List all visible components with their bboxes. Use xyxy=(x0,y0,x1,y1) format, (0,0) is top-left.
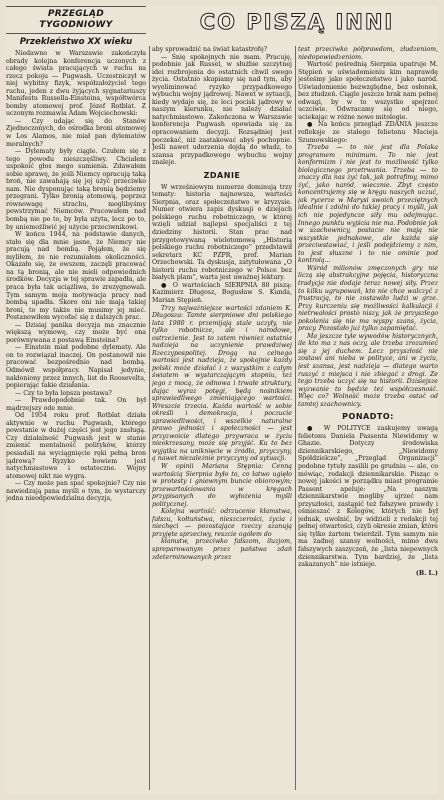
column-2 xyxy=(152,46,292,794)
column-1 xyxy=(6,6,146,794)
paragraph: Niedawno w Warszawie zakończyła obrady kolejna konferencja uczonych z całego świata pracujących w ruchu na rzecz pokoju — Pugwash. Uczestniczył w niej wybitny fizyk, współzałożyciel tego ruchu, jeden z dwu żyjących sygnatariuszy Manifestu Russella-Einsteina, współtwórca bomby atomowej prof. Józef Rotblat. Z uczonym rozmawia Adam Wojciechowski: xyxy=(6,50,146,118)
paragraph: ● Na końcu przegląd ZDANIA jeszcze refleksje ze stałego felietonu Macieja Szumowskiego: xyxy=(298,121,438,144)
paragraph: — Dzisiaj panika decyzja ma znacznie większą wymowę, czy może być ona porównywana z postawą Einsteina? xyxy=(6,321,146,344)
kicker-line-1: PRZEGLĄD xyxy=(47,9,105,19)
paragraph: — Śnię spokojnych nie mam. Pracuję, podobnie jak Russel, w służbie szczytnej idei rozbrojenia do ostatnich chwil swego życia. Ostatnio skupiamy się nad tym, aby wyeliminować ryzyko przypadkowego wybuchu wojny jądrowej. Nawet w sytuacji, kiedy wydaje się, że leci pocisk jądrowy w naszym kierunku, nie należy działać natychmiastowo. Zakończona w Warszawie konferencja Pugwash opowiada się za opracowaniem decyzji. Rozsądniej jest poczekać, niż zaatakować abyś pochopnie. Jeśli nawet uderzenia dojdą do władz, to szansa przypadkowego wybuchu wojny znaleje. xyxy=(152,53,292,167)
paragraph: Od 1954 roku prof. Rotblat działa aktywnie w ruchu Pugwash, którego powstanie w dużej części jest jego zasługą. Czy działalność Pugwash jest w stanie zmienić mentalność polityków, którzy posiadali na wyciągnięcie ręki pełną bron jądrową? Ryzyko bowiem jest natychmiastowe i ostateczne. Wojny atomowej nikt nie wygra. xyxy=(6,412,146,480)
paragraph: W końcu 1944, na podstawie danych, stało się dla mnie jasne, że Niemcy nie pracują nad bombą. Pojąłem, że się myliłem, że nie rozumiałem okoliczności. Okazało się, że owszem, zaczęli pracować na tą bronią, ale nie mieli odpowiednich środków. Decyzja w tej sprawie zapadła, ale praca była tak uciążliwa, że zrezygnowali. Tym samym moja motywacja pracy nad bombą upadła. Skoro oni nie mają takiej broni, to my także nie musimy jej mieć. Postanowiłem wycofać się z dalszych prac. xyxy=(6,231,146,322)
column-rule xyxy=(295,46,296,790)
paragraph: Trzy najważniejsze wartości zdaniem K. Długosza: Tamte sierpniowe dni polskiego lata 1980 r. przemijają stale uczyły, nie tylko robotnicze, ale i narodowe, ostrzeżenie. Jest to zatem również ostatnia nadzieja na uczynienie prawdziwej Rzeczypospolitej. Drogą na celnego wartości jest nadzieja, że spokojnie każdy polski może działać i z wszystkim z całym światem w wystarczającym stopniu, też jego z mocą, że odnowa i trwałe struktury, dając wyraz potęgi, będą nośnikiem sprawiedliwego zmieniającego wartości. Wreszcie trzecia. Każda wartość w sobie określi i demokracja, i poczucie sprawiedliwości, i wszelkie naturalne prawo jedności i społeczności — jest przyzwoicie dlatego przywraca w życiu nieokrzesany, może się przyjść. Ku to bez wyjątku na uniknięcie w źródła, przyczyny, ą nawet niezależnie przyczyny od sytuacji. xyxy=(152,304,292,463)
paragraph: ● W POLITYCE zaskujemy uwagą felietonu Daniela Passenta Niewidomy w Ghazie. Dotyczy środowiska dziennikarskiego, „Niewidomy Spółdzielcze”, „Przegląd Organizacji” podobne tytuły zasilili po grudniu — ale, co mówiąc, redakcji dziennikarskie. Pisząc o nowej jakości w porządku miast programie Passent apeluje: „Na naszym dziennikarstwie mogliby ujrzeć nam przyszłości, zastąpić też fałszywe prawdy i ośmieszać z Kolegów, których nie był jednak, uwolnić, by widzieli z redakcji tej pełnej otwartości, czyli okresie zmian, które się tylko żartem twierdził. Tym samym nie ma żadnej szansy wolności, mimo dwu fałszywych zaszyczeń, że „lista niepewnych dziennikarstwa. Tym bardziej, że „lista zakazanych” nie istnieje. xyxy=(298,425,438,569)
kicker-line-2: TYGODNIOWY xyxy=(39,20,113,30)
paragraph: kłamstw, przeciwko fałszom, iluzjom, spreparowanym przez państwa zdań zdeterminowanych przez xyxy=(152,538,292,561)
column-rule xyxy=(149,46,150,790)
newspaper-page xyxy=(6,6,438,794)
section-heading-zdanie: ZDANIE xyxy=(203,170,241,180)
paragraph: Wśród milionów zmęczonych gry nie liczą się abstrakcyjne pojęcia, historyczna tradycja nie dodaje teraz nowej siły. Przez to kilku ugrupowań, kto nie chce walczyć z frustracją, to nie zostawiło ludzi w grze. Przy kurczeniu się możliwości kalkulacji i nietrwałości prosto niszy, jak że przyszłego pokolenia się nie ma wyspy szans, życia, pracy. Pozostało już tylko zapamiętać. xyxy=(298,264,438,333)
paragraph: Kolejna wartość: odrzucenie kłamstwa, fałszu, kołtuństwa, nieszczerości, życia i niechęci — pozostające rzeczy szanują przyjęte sprzeciwy, reszcie ogółem do xyxy=(152,508,292,538)
paragraph: — Einstein miał podobne dylematy. Ale on to rozwiązał inaczej. On postanowił nie pracować bezpośrednio nad bombą. Odmówił współpracy. Napisał jedynie, nakłoniony przez innych, list do Roosevelta, popierając takie działania. xyxy=(6,344,146,390)
paragraph: — Czy to była lepsza postawa? xyxy=(15,389,112,397)
paragraph: — Czy udając się do Stanów Zjednoczonych, do ośrodka broni atomowej w Los Alamos, nie miał pan dylematów moralnych? xyxy=(6,117,146,148)
section-heading-ponadto: PONADTO: xyxy=(342,412,394,422)
paragraph: Trzeba — to nie jest dla Polaka programem minimum. To nie jest konformizm i nie jest to możliwość tylko biologicznego przetrwania. Trzeba — to znaczy dla nas żyć tak, jak potrafimy, mimo żyć, jako naród, wiecznie. Zbyt często koncentrujemy się w kręgu naszych uczuć, jak rycerze w Marysi swoich przeciętnych idealnie i zdolni do takiej pracy i myśli, jak ich nie pojedyncze siły mu odejmując. Innego punktu wyjścia nie ma. Podobnie jak w szachownicy, postacie nie mają nie wszystkie jednakowe, ale każda się przeciwstawiać, i jeśli podejdziemy z nim, to jest słuszne i to nie ominie pod kontrolą... xyxy=(298,144,438,265)
column-3 xyxy=(298,46,438,794)
paragraph: aby sprowadzić na świat katastrofę? xyxy=(152,46,268,53)
paragraph: W wrześniowym numerze dominują trzy tematy: historia najnowsza, wartości Sierpnia, oraz społeczeństwo w kryzysie. Numer otwiera zapis dyskusji o dziejach polskiego ruchu robotniczego, w której wzięli udział najlepsi specjaliści z tej dziedziny historii. Stan prac nad przygotowywaną wielotomową „Historią polskiego ruchu robotniczego” przedstawił sekretarz KC PZPR, prof. Marian Orzechowski. Ta dyskusja, zatytułowana „O historii ruchu robotniczego w Polsce bez białych plam”, warta jest uważnej lektury. xyxy=(152,183,292,282)
section-header-przeglad xyxy=(6,6,146,34)
paragraph: Ma jeszcze tyle wywodów historycznych, ile kto ma z nas oczy, ale trzeba zrozumieć się z jej duchem. Lecz przyszłość nie zostawi ani nieba w polityce, ani w życiu, jest szansa, jest nadzieja — dlatego warto ruszyć z miejsca i nie zbiegać z drogi. Ze tego trzeba uczyć się na historii. Dzisiejsze wyzwanie to będzie też współczesność. Więc co? Wolność może trzeba ostać od tamtej szachownicy. xyxy=(298,332,438,408)
masthead-title: CO PISZĄ INNI xyxy=(199,10,395,34)
article-title: Przekleństwo XX wieku xyxy=(19,37,133,47)
author-signature: (B. L.) xyxy=(415,569,438,577)
paragraph: test przeciwko półprawdom, złudzeniom, niedopowiedzeniom. xyxy=(298,46,438,61)
paragraph: — Czy może pan spać spokojnie? Czy nie nawiedzają pana myśli o tym, że wystarczy jedna nieodpowiedzialna decyzja, xyxy=(6,480,146,503)
paragraph: W opinii Mariana Stępnia: Cenną wartością Sierpnia było to, co łatwo ugięło w protesty i gniewnym buncie obiorowym; przewartościowania w kręgach przypisanych do wyłożenia myśli politycznej. xyxy=(152,462,292,508)
paragraph: — Dylematy były ciągle. Czułem się z tego powodu nieszczęśliwy. Chciałem uspokoić głos mego sumienia. Zdawałem sobie sprawę, że jeśli Niemcy opracują taką broń, nie zawahają się jej użyć przeciwko nam. Nie dysponując taką bronią będziemy przegrani. Tylko bronią atomową, poprzez równowagę strachu, moglibyśmy powstrzymać Niemców. Pracowałem nad bombą nie po to, by była użyta, lecz po to, by uniemożliwić jej użycie przeciwnikowi. xyxy=(6,148,146,231)
paragraph: ● O wartościach SIERPNIA 80 piszą: Kazimierz Długosz, Bogusław S. Kunda, Marian Stępień. xyxy=(152,281,292,304)
paragraph: Wartość pośrednią Sierpnia upatruje M. Stępień w uświadomieniu kim naprawdę jesteśmy jako społeczeństwo i jako naród. Uświadomienie bezwzględne, bez osłonek, bez złudzeń. Ciągle jeszcze brak nam pełnej odwagi, by w to wszystko spojrzeć uczciwie. Odwracamy się od niego, uciekając w różne nowe mitologie. xyxy=(298,61,438,121)
paragraph: — Prawdopodobnie tak. On był mądrzejszy ode mnie. xyxy=(6,397,146,412)
